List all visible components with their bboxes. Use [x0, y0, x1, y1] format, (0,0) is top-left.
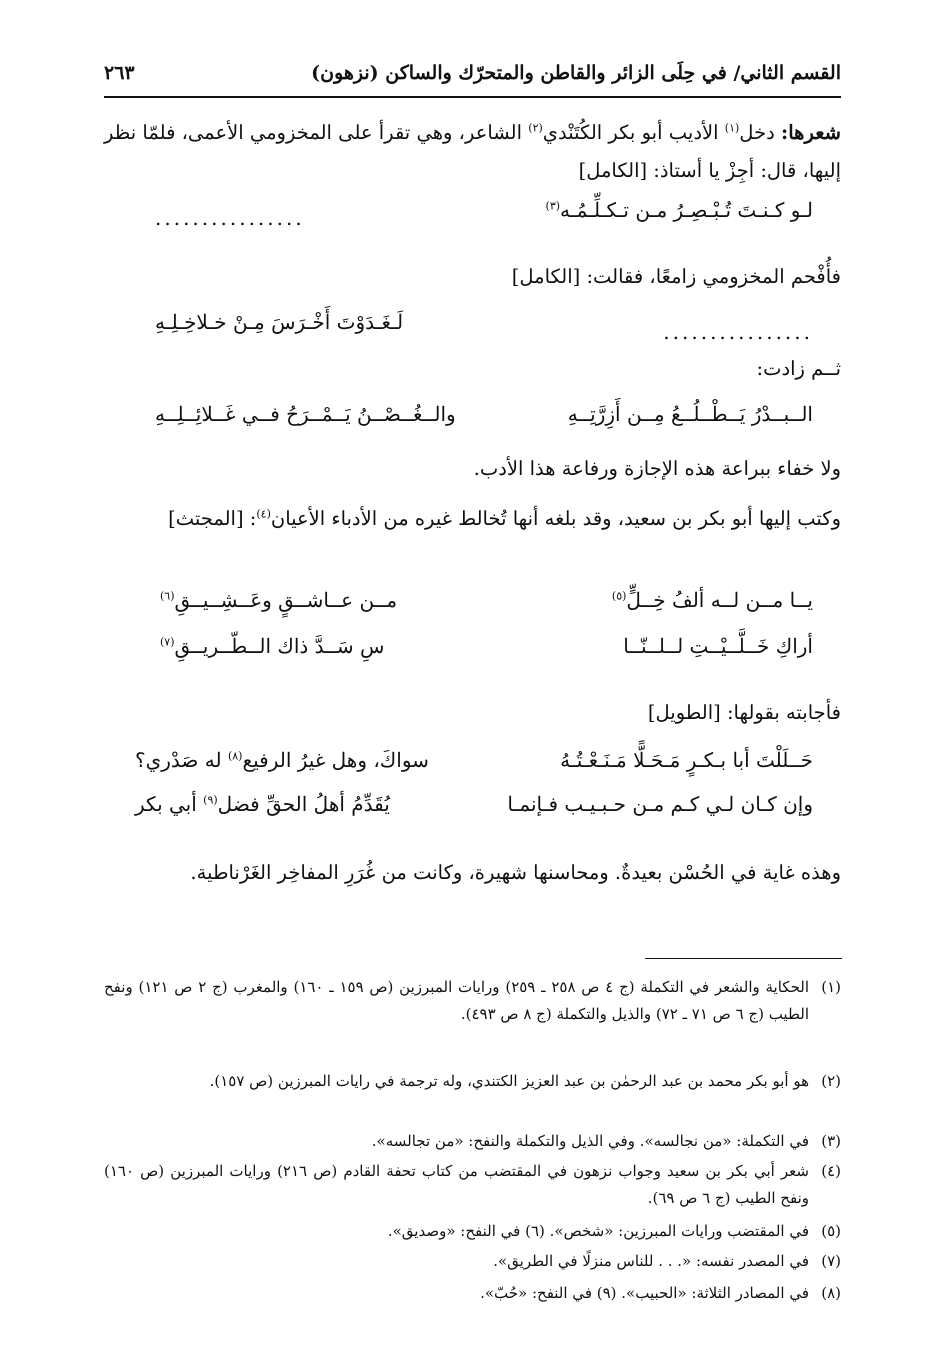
footnote-ref: (٥): [611, 589, 627, 603]
verse-6-first-hemistich: حَــلَلْتَ أبا بـكـرٍ مَـحَـلًّا مَـنَـعْـتُـهُ: [560, 748, 813, 772]
paragraph-4: ولا خفاء ببراعة هذه الإجازة ورفاعة هذا الأدب.: [473, 457, 841, 480]
footnote-7: (٧) في المصدر نفسه: «. . . للناس منزلًا في الطريق».: [493, 1252, 841, 1270]
paragraph-3: ثــم زادت:: [756, 357, 841, 380]
verse-6-second-hemistich: سواكَ، وهل غيرُ الرفيع$^{(٨)}$ له صَدْري؟: [135, 748, 429, 772]
footnote-ref: (٦): [160, 589, 175, 603]
footnote-separator: [645, 958, 842, 959]
footnote-1: (١) الحكاية والشعر في التكملة (ج ٤ ص ٢٥٨ ـ ٢٥٩) ورايات المبرزين (ص ١٥٩ ـ ١٦٠) والمغرب (ج ٢ ص ١٢١) ونفح الطيب (ج ٦ ص ٧١ ـ ٧٢) والذيل والتكملة (ج ٨ ص ٤٩٣).: [104, 978, 841, 1023]
footnote-ref: (٢): [528, 121, 543, 135]
footnote-ref: (٧): [160, 635, 175, 649]
footnote-ref: (١): [724, 121, 740, 135]
section-label: شعرها:: [781, 121, 841, 144]
verse-1-second-hemistich: ................: [155, 206, 305, 230]
footnote-4: (٤) شعر أبي بكر بن سعيد وجواب نزهون في المقتضب من كتاب تحفة القادم (ص ٢١٦) ورايات المبرزين (ص ١٦٠) ونفح الطيب (ج ٦ ص ٦٩).: [104, 1162, 841, 1207]
verse-7-second-hemistich: يُقَدِّمُ أهلُ الحقِّ فضل$^{(٩)}$ أبي بكر: [135, 792, 390, 816]
running-header: [104, 56, 841, 98]
paragraph-2: فأُفْحم المخزومي زامعًا، فقالت: [الكامل]: [511, 265, 841, 288]
verse-2-second-hemistich: لَـغَـدَوْتَ أَخْـرَسَ مِـنْ خـلاخِـلِـهِ: [155, 310, 404, 334]
footnote-2: (٢) هو أبو بكر محمد بن عبد الرحمٰن بن عبد العزيز الكتندي، وله ترجمة في رايات المبرزين (ص ١٥٧).: [209, 1072, 841, 1090]
footnote-ref: (٣): [545, 199, 561, 213]
page-number: ٢٦٣: [104, 62, 135, 84]
footnote-ref: (٨): [227, 749, 243, 763]
footnote-3: (٣) في التكملة: «من نجالسه». وفي الذيل والتكملة والنفح: «من تجالسه».: [371, 1132, 841, 1150]
verse-4-first-hemistich: يــا مــن لــه ألفُ خِــلٍّ$^{(٥)}$: [611, 588, 813, 612]
verse-3-first-hemistich: الــبــدْرُ يَــطْــلُــعُ مِــن أَزِرَّتِــهِ: [567, 402, 813, 426]
verse-5-first-hemistich: أراكِ خَــلَّــيْــتِ لــلــنّــا: [623, 634, 813, 658]
paragraph-5: وكتب إليها أبو بكر بن سعيد، وقد بلغه أنها تُخالط غيره من الأدباء الأعيان$^{(٤)}$: [المجتث]: [168, 507, 841, 530]
paragraph-intro: شعرها: دخل$^{(١)}$ الأديب أبو بكر الكُتَنْدي$^{(٢)}$ الشاعر، وهي تقرأ على المخزومي الأعمى، فلمّا نظر إليها، قال: أجِزْ يا أستاذ: [الكامل]: [104, 121, 841, 182]
verse-3-second-hemistich: والــغُــصْــنُ يَــمْــرَحُ فــي غَــلائِــلِــهِ: [155, 402, 456, 426]
footnote-ref: (٤): [256, 507, 271, 521]
verse-5-second-hemistich: سِ سَــدَّ ذاك الــطّــريــقِ$^{(٧)}$: [160, 634, 385, 658]
verse-4-second-hemistich: مــن عــاشــقٍ وعَــشِــيــقِ$^{(٦)}$: [160, 588, 398, 612]
verse-2-first-hemistich: ................: [663, 320, 813, 344]
paragraph-6: فأجابته بقولها: [الطويل]: [647, 701, 841, 724]
verse-1-first-hemistich: لـو كـنـتَ تُـبْـصِـرُ مـن تـكـلِّـمُـه$^{(٣)}$: [545, 198, 813, 222]
footnote-5-6: (٥) في المقتضب ورايات المبرزين: «شخص». (٦) في النفح: «وصديق».: [387, 1222, 841, 1240]
paragraph-7: وهذه غاية في الحُسْن بعيدةٌ. ومحاسنها شهيرة، وكانت من غُرَرِ المفاخِر الغَرْناطية.: [190, 861, 841, 884]
footnote-8-9: (٨) في المصادر الثلاثة: «الحبيب». (٩) في النفح: «حُبّ».: [480, 1284, 841, 1302]
verse-7-first-hemistich: وإن كـان لـي كـم مـن حـبـيـب فـإنمـا: [507, 792, 813, 816]
running-title: القسم الثاني/ في حِلَى الزائر والقاطن والمتحرّك والساكن (نزهون): [311, 62, 841, 84]
footnote-ref: (٩): [203, 793, 218, 807]
